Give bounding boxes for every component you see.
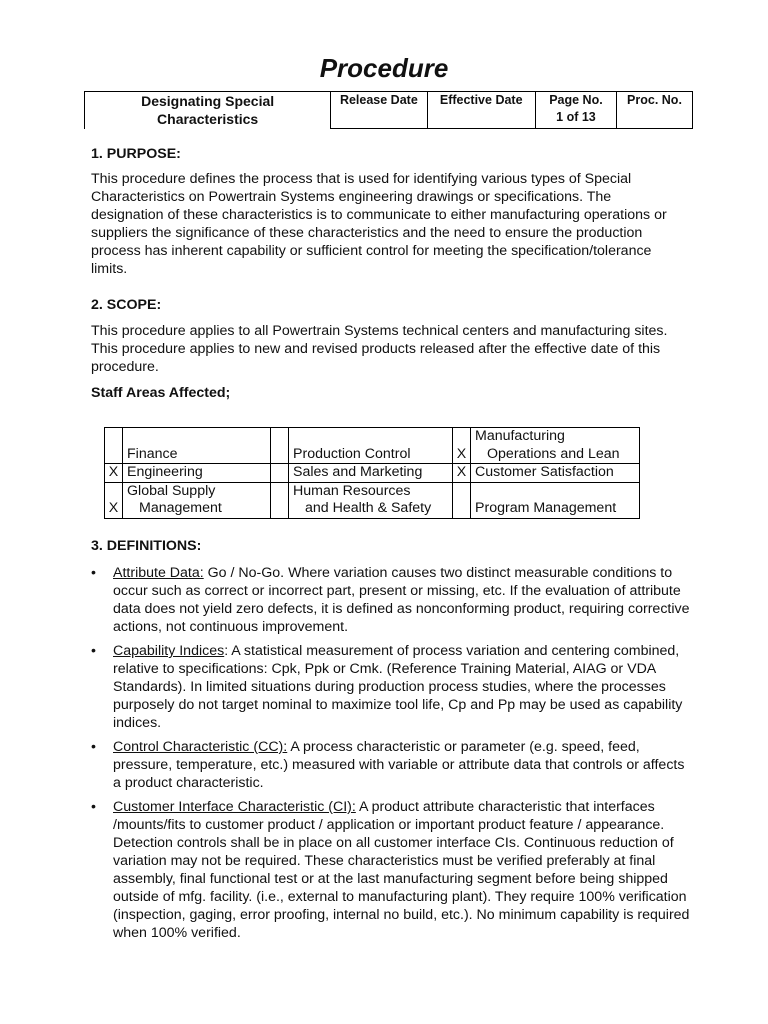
staff-mark [271, 464, 289, 483]
definition-term: Control Characteristic (CC): [113, 739, 288, 755]
staff-area-line2: Customer Satisfaction [475, 464, 614, 480]
scope-text: This procedure applies to all Powertrain Systems technical centers and manufacturing sites. This procedure applies to new and revised products released after the effective date of this procedure. [91, 323, 668, 375]
staff-mark: X [105, 464, 123, 483]
scope-heading: 2. SCOPE: [91, 297, 162, 313]
staff-area-line1: Human Resources [293, 482, 411, 499]
staff-area-line2: and Health & Safety [305, 500, 432, 516]
definition-term: Customer Interface Characteristic (CI): [113, 799, 356, 815]
definition-term: Attribute Data: [113, 565, 204, 581]
definition-item [91, 798, 691, 942]
staff-areas-table [104, 427, 640, 519]
staff-mark [453, 482, 471, 518]
staff-area [289, 482, 453, 518]
doc-name-cell [85, 92, 331, 129]
proc-no-cell [616, 92, 692, 129]
staff-row [105, 464, 640, 483]
bullet-icon: • [91, 565, 96, 581]
doc-name-line1: Designating Special [141, 93, 275, 110]
staff-row [105, 428, 640, 464]
bullet-icon: • [91, 643, 96, 659]
definition-item [91, 738, 691, 792]
staff-area-line1: Global Supply [127, 482, 216, 499]
definition-item [91, 642, 691, 732]
staff-area [123, 464, 271, 483]
staff-area-line2: Operations and Lean [487, 445, 620, 462]
staff-areas-label: Staff Areas Affected; [91, 385, 231, 401]
definitions-heading: 3. DEFINITIONS: [91, 538, 202, 554]
staff-area [123, 428, 271, 464]
purpose-heading: 1. PURPOSE: [91, 146, 181, 162]
page-no-label: Page No. [549, 93, 603, 107]
purpose-text: This procedure defines the process that is used for identifying various types of Special Characteristics on Powertrain Systems engineering drawings or specifications. The designation of these characteristics is to communicate to either manufacturing operations or suppliers the significance of these characteristics and the need to ensure the production process has inherent capability or sufficient control for meeting the specification/tolerance limits. [91, 171, 667, 277]
staff-area-line2: Finance [127, 445, 178, 462]
staff-area-line2: Management [139, 500, 222, 516]
staff-row [105, 482, 640, 518]
page-title: Procedure [319, 53, 449, 83]
staff-area [471, 482, 640, 518]
page-no-value: 1 of 13 [556, 110, 596, 124]
staff-mark: X [453, 464, 471, 483]
release-date-cell [331, 92, 427, 129]
effective-date-label: Effective Date [439, 93, 523, 107]
staff-area [289, 464, 453, 483]
effective-date-cell [427, 92, 535, 129]
release-date-label: Release Date [339, 93, 418, 107]
header-table [84, 91, 693, 129]
staff-area [123, 482, 271, 518]
staff-mark [271, 428, 289, 464]
staff-area-line1: Manufacturing [475, 428, 565, 444]
staff-mark [271, 482, 289, 518]
staff-area-line2: Production Control [293, 445, 411, 462]
staff-area [471, 464, 640, 483]
staff-mark: X [453, 428, 471, 464]
definition-term: Capability Indices [113, 643, 225, 659]
proc-no-label: Proc. No. [627, 93, 682, 107]
staff-mark [105, 428, 123, 464]
page-no-cell [535, 92, 616, 129]
staff-area [471, 428, 640, 464]
bullet-icon: • [91, 739, 96, 755]
staff-area-line2: Program Management [475, 500, 617, 516]
staff-mark: X [105, 482, 123, 518]
definitions-list [91, 564, 691, 948]
definition-text: : A statistical measurement of process variation and centering combined, relative to specifications: Cpk, Ppk or Cmk. (Reference Training Material, AIAG or VDA Standards). In limited situations during production process studies, where the processes purposely do not target nominal to maximize tool life, Cp and Pp may be used as capability indices. [113, 643, 683, 731]
staff-area-line2: Engineering [127, 464, 203, 480]
staff-area-line2: Sales and Marketing [293, 464, 423, 480]
definition-text: Go / No-Go. Where variation causes two distinct measurable conditions to occur such as correct or incorrect part, present or missing, etc. If the evaluation of attribute data does not yield zero defects, it is defined as nonconforming product, requiring corrective actions, not continuous improvement. [113, 565, 690, 635]
staff-area [289, 428, 453, 464]
definition-text: A process characteristic or parameter (e.g. speed, feed, pressure, temperature, etc.) measured with variable or attribute data that controls or affects a product characteristic. [113, 739, 685, 791]
definition-text: A product attribute characteristic that interfaces /mounts/fits to customer product / application or important product feature / appearance. Detection controls shall be in place on all customer interface CIs. Continuous reduction of variation may not be required. These characteristics must be verified preferably at final assembly, final functional test or at the last manufacturing segment before being shipped outside of mfg. facility. (i.e., external to manufacturing plant). They require 100% verification (inspection, gaging, error proofing, internal no build, etc.). No minimum capability is required when 100% verified. [113, 799, 690, 941]
bullet-icon: • [91, 799, 96, 815]
doc-name-line2: Characteristics [157, 111, 259, 128]
definition-item [91, 564, 691, 636]
